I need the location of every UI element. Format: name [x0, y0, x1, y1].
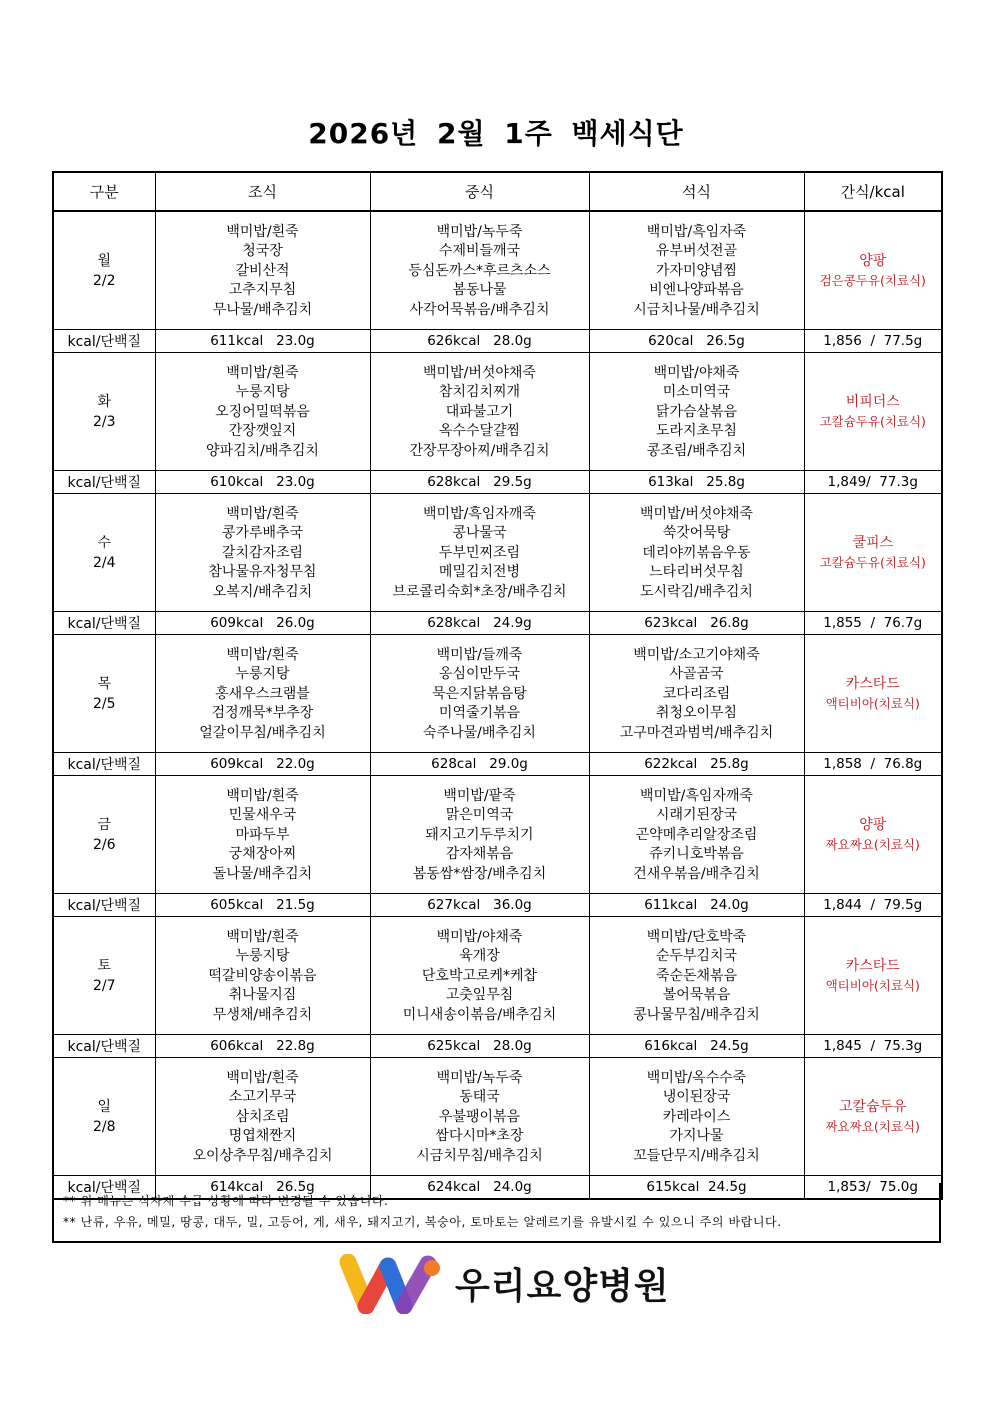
menu-item: 유부버섯전골: [655, 243, 738, 260]
kcal-text: 1,849/ 77.3g: [827, 474, 918, 490]
menu-item: 백미밥/팥죽: [443, 787, 516, 804]
header-lunch: 중식: [370, 172, 589, 211]
menu-item: 카레라이스: [662, 1108, 731, 1125]
kcal-protein-value: [155, 1035, 370, 1058]
snack-cell: [804, 494, 942, 612]
day-date: 2/2: [92, 272, 116, 289]
menu-item: 홍새우스크램블: [215, 685, 310, 702]
total-kcal-protein: [804, 330, 942, 353]
menu-item: 쥬키니호박볶음: [649, 846, 744, 863]
page-title: 2026년 2월 1주 백세식단: [308, 117, 684, 150]
menu-item: 미니새송이볶음/배추김치: [402, 1006, 557, 1023]
menu-item: 갈치감자조림: [221, 544, 304, 561]
day-date: 2/6: [92, 836, 116, 853]
kcal-text: 1,858 / 76.8g: [823, 756, 923, 772]
kcal-protein-value: [370, 612, 589, 635]
menu-item: 고구마견과범벅/배추김치: [619, 724, 774, 741]
menu-item: 돌나물/배추김치: [212, 865, 313, 882]
day-of-week: 화: [97, 393, 112, 410]
kcal-protein-value: [589, 330, 804, 353]
kcal-protein-value: [155, 612, 370, 635]
menu-item: 냉이된장국: [662, 1089, 731, 1106]
kcal-text: 605kcal 21.5g: [210, 897, 315, 913]
day-of-week: 월: [97, 252, 112, 269]
dinner-cell: [589, 917, 804, 1035]
kcal-text: 616kcal 24.5g: [644, 1038, 749, 1054]
snack-therapy-item: 액티비아(치료식): [825, 696, 920, 711]
dinner-cell: [589, 353, 804, 471]
kcal-label: kcal/단백질: [53, 753, 155, 776]
menu-item: 건새우볶음/배추김치: [633, 865, 760, 882]
menu-item: 백미밥/흑임자깨죽: [423, 505, 536, 522]
kcal-text: 628kcal 29.5g: [427, 474, 532, 490]
menu-item: 봄동쌈*쌈장/배추김치: [412, 865, 547, 882]
kcal-text: 611kcal 24.0g: [644, 897, 749, 913]
lunch-cell: [370, 494, 589, 612]
day-date: 2/8: [92, 1118, 116, 1135]
kcal-protein-value: [155, 330, 370, 353]
day-of-week: 목: [97, 675, 112, 692]
kcal-text: 614kcal 26.5g: [210, 1179, 315, 1195]
kcal-protein-value: [589, 1035, 804, 1058]
kcal-text: 625kcal 28.0g: [427, 1038, 532, 1054]
menu-item: 도라지초무침: [655, 423, 738, 440]
kcal-label: kcal/단백질: [53, 612, 155, 635]
snack-item: 고칼슘두유: [838, 1099, 907, 1115]
menu-item: 미역줄기볶음: [438, 705, 521, 722]
snack-therapy-item: 짜요짜요(치료식): [825, 1119, 920, 1134]
day-of-week: 수: [97, 534, 112, 551]
day-date: 2/4: [92, 554, 116, 571]
menu-item: 사각어묵볶음/배추김치: [409, 301, 550, 318]
menu-item: 백미밥/흰죽: [226, 505, 299, 522]
total-kcal-protein: [804, 471, 942, 494]
kcal-protein-value: [370, 753, 589, 776]
total-kcal-protein: [804, 894, 942, 917]
menu-item: 등심돈까스*후르츠소스: [408, 262, 551, 279]
dinner-cell: [589, 635, 804, 753]
kcal-text: 1,856 / 77.5g: [823, 333, 923, 349]
menu-item: 쑥갓어묵탕: [662, 525, 731, 542]
snack-therapy-item: 고칼슘두유(치료식): [819, 414, 926, 429]
snack-item: 비피더스: [845, 394, 900, 410]
menu-item: 무생채/배추김치: [212, 1006, 313, 1023]
snack-item: 카스타드: [845, 676, 900, 692]
menu-item: 소고기무국: [228, 1089, 297, 1106]
menu-row: [53, 353, 942, 471]
menu-item: 떡갈비양송이볶음: [208, 967, 317, 984]
menu-item: 취청오이무침: [655, 705, 738, 722]
menu-item: 백미밥/야채죽: [436, 928, 523, 945]
menu-item: 느타리버섯무침: [649, 564, 744, 581]
menu-item: 백미밥/녹두죽: [436, 1069, 523, 1086]
kcal-text: 628kcal 24.9g: [427, 615, 532, 631]
kcal-protein-value: [589, 753, 804, 776]
kcal-row: [53, 1035, 942, 1058]
kcal-text: 609kcal 22.0g: [210, 756, 315, 772]
menu-item: 백미밥/흰죽: [226, 364, 299, 381]
breakfast-cell: [155, 353, 370, 471]
menu-item: 쌈다시마*초장: [435, 1128, 524, 1145]
menu-item: 숙주나물/배추김치: [423, 724, 536, 741]
dinner-cell: [589, 776, 804, 894]
menu-item: 마파두부: [235, 826, 290, 843]
menu-item: 참치김치찌개: [438, 384, 521, 401]
menu-item: 미소미역국: [662, 384, 731, 401]
menu-item: 삼치조림: [235, 1108, 290, 1125]
menu-item: 코다리조림: [662, 685, 731, 702]
menu-item: 백미밥/녹두죽: [436, 223, 523, 240]
menu-item: 간장깻잎지: [228, 423, 297, 440]
menu-row: [53, 1058, 942, 1176]
kcal-label: kcal/단백질: [53, 894, 155, 917]
kcal-row: [53, 330, 942, 353]
kcal-protein-value: [589, 612, 804, 635]
kcal-protein-value: [155, 471, 370, 494]
kcal-protein-value: [370, 894, 589, 917]
day-of-week: 토: [97, 957, 112, 974]
menu-item: 육개장: [459, 948, 500, 965]
day-of-week: 일: [97, 1098, 112, 1115]
day-date: 2/5: [92, 695, 116, 712]
snack-cell: [804, 1058, 942, 1176]
day-date: 2/3: [92, 413, 116, 430]
menu-row: [53, 211, 942, 330]
menu-item: 취나물지짐: [228, 987, 297, 1004]
day-cell: [53, 917, 155, 1035]
snack-cell: [804, 211, 942, 330]
menu-item: 오이상추무침/배추김치: [192, 1147, 333, 1164]
breakfast-cell: [155, 494, 370, 612]
kcal-text: 609kcal 26.0g: [210, 615, 315, 631]
day-cell: [53, 1058, 155, 1176]
lunch-cell: [370, 917, 589, 1035]
header-breakfast: 조식: [155, 172, 370, 211]
menu-item: 양파김치/배추김치: [206, 442, 319, 459]
menu-row: [53, 917, 942, 1035]
menu-row: [53, 635, 942, 753]
menu-item: 궁채장아찌: [228, 846, 297, 863]
kcal-text: 620cal 26.5g: [648, 333, 745, 349]
kcal-row: [53, 753, 942, 776]
menu-item: 가자미양념찜: [655, 262, 738, 279]
menu-item: 백미밥/단호박죽: [646, 928, 747, 945]
snack-cell: [804, 353, 942, 471]
kcal-label: kcal/단백질: [53, 1176, 155, 1200]
header-category: 구분: [53, 172, 155, 211]
dinner-cell: [589, 1058, 804, 1176]
breakfast-cell: [155, 211, 370, 330]
menu-item: 시래기된장국: [655, 807, 738, 824]
note-line: ** 위 메뉴는 식자재 수급 상황에 따라 변경될 수 있습니다.: [63, 1194, 389, 1208]
menu-item: 돼지고기두루치기: [425, 826, 534, 843]
menu-item: 죽순돈채볶음: [655, 967, 738, 984]
snack-cell: [804, 776, 942, 894]
header-row: [53, 172, 942, 211]
menu-item: 무나물/배추김치: [212, 301, 313, 318]
menu-item: 백미밥/들깨죽: [436, 646, 523, 663]
snack-item: 양팡: [859, 817, 887, 833]
kcal-text: 606kcal 22.8g: [210, 1038, 315, 1054]
menu-item: 콩가루배추국: [221, 525, 304, 542]
kcal-protein-value: [370, 1035, 589, 1058]
snack-therapy-item: 짜요짜요(치료식): [825, 837, 920, 852]
menu-item: 시금치무침/배추김치: [416, 1147, 543, 1164]
menu-item: 도시락김/배추김치: [640, 583, 753, 600]
menu-item: 백미밥/소고기야채죽: [633, 646, 760, 663]
kcal-row: [53, 612, 942, 635]
weekly-menu-table: [52, 171, 943, 1200]
menu-item: 백미밥/버섯야채죽: [423, 364, 536, 381]
menu-item: 갈비산적: [235, 262, 290, 279]
logo-w-mark-icon: [348, 1260, 440, 1306]
menu-item: 꼬들단무지/배추김치: [633, 1147, 760, 1164]
menu-item: 참나물유자청무침: [208, 564, 317, 581]
menu-item: 비엔나양파볶음: [649, 282, 744, 299]
kcal-row: [53, 471, 942, 494]
day-date: 2/7: [92, 977, 116, 994]
kcal-protein-value: [155, 894, 370, 917]
menu-row: [53, 776, 942, 894]
snack-cell: [804, 635, 942, 753]
header-snack: 간식/kcal: [804, 172, 942, 211]
menu-item: 민물새우국: [228, 807, 297, 824]
menu-item: 브로콜리숙회*초장/배추김치: [392, 583, 567, 600]
menu-item: 볼어묵볶음: [662, 987, 731, 1004]
menu-item: 백미밥/야채죽: [653, 364, 740, 381]
notes-box: [52, 1183, 941, 1243]
menu-item: 콩나물국: [452, 525, 507, 542]
menu-item: 오복지/배추김치: [212, 583, 313, 600]
kcal-protein-value: [155, 753, 370, 776]
kcal-row: [53, 894, 942, 917]
kcal-label: kcal/단백질: [53, 1035, 155, 1058]
day-of-week: 금: [97, 816, 112, 833]
snack-item: 양팡: [859, 253, 887, 269]
kcal-protein-value: [589, 894, 804, 917]
menu-item: 묵은지닭볶음탕: [432, 685, 527, 702]
lunch-cell: [370, 353, 589, 471]
kcal-text: 628cal 29.0g: [431, 756, 528, 772]
dinner-cell: [589, 211, 804, 330]
kcal-text: 623kcal 26.8g: [644, 615, 749, 631]
day-cell: [53, 211, 155, 330]
menu-item: 순두부김치국: [655, 948, 738, 965]
kcal-text: 1,844 / 79.5g: [823, 897, 923, 913]
menu-item: 고추지무침: [228, 282, 297, 299]
menu-item: 감자채볶음: [445, 846, 514, 863]
menu-item: 수제비들깨국: [438, 243, 521, 260]
menu-item: 백미밥/흰죽: [226, 646, 299, 663]
snack-therapy-item: 고칼슘두유(치료식): [819, 555, 926, 570]
menu-item: 백미밥/흑임자죽: [646, 223, 747, 240]
menu-item: 메밀김치전병: [438, 564, 521, 581]
total-kcal-protein: [804, 612, 942, 635]
menu-item: 콩조림/배추김치: [646, 442, 747, 459]
kcal-label: kcal/단백질: [53, 471, 155, 494]
menu-item: 봄동나물: [452, 282, 507, 299]
kcal-text: 1,853/ 75.0g: [827, 1179, 918, 1195]
header-dinner: 석식: [589, 172, 804, 211]
kcal-text: 610kcal 23.0g: [210, 474, 315, 490]
snack-item: 쿨피스: [852, 535, 894, 551]
menu-body: [53, 211, 942, 1199]
menu-item: 얼갈이무침/배추김치: [199, 724, 326, 741]
lunch-cell: [370, 211, 589, 330]
menu-item: 오징어밀떡볶음: [215, 403, 310, 420]
menu-row: [53, 494, 942, 612]
menu-item: 두부민찌조림: [438, 544, 521, 561]
menu-item: 맑은미역국: [445, 807, 514, 824]
kcal-protein-value: [370, 330, 589, 353]
menu-item: 옥수수달걀찜: [438, 423, 521, 440]
menu-item: 우불팽이볶음: [438, 1108, 521, 1125]
kcal-text: 615kcal 24.5g: [646, 1179, 747, 1195]
kcal-protein-value: [370, 471, 589, 494]
kcal-text: 1,845 / 75.3g: [823, 1038, 923, 1054]
kcal-text: 613kal 25.8g: [648, 474, 745, 490]
breakfast-cell: [155, 776, 370, 894]
dinner-cell: [589, 494, 804, 612]
day-cell: [53, 776, 155, 894]
menu-item: 누룽지탕: [235, 666, 290, 683]
kcal-text: 627kcal 36.0g: [427, 897, 532, 913]
kcal-text: 611kcal 23.0g: [210, 333, 315, 349]
menu-item: 닭가슴살볶음: [655, 403, 738, 420]
day-cell: [53, 353, 155, 471]
menu-item: 시금치나물/배추김치: [633, 301, 760, 318]
day-cell: [53, 494, 155, 612]
menu-item: 명엽채짠지: [228, 1128, 297, 1145]
menu-item: 백미밥/버섯야채죽: [640, 505, 753, 522]
menu-item: 데리야끼볶음우동: [642, 544, 751, 561]
breakfast-cell: [155, 917, 370, 1035]
kcal-text: 622kcal 25.8g: [644, 756, 749, 772]
snack-item: 카스타드: [845, 958, 900, 974]
menu-item: 청국장: [242, 243, 283, 260]
menu-item: 곤약메추리알장조림: [635, 826, 758, 843]
menu-item: 누룽지탕: [235, 384, 290, 401]
menu-item: 간장무장아찌/배추김치: [409, 442, 550, 459]
kcal-label: kcal/단백질: [53, 330, 155, 353]
kcal-text: 626kcal 28.0g: [427, 333, 532, 349]
menu-item: 백미밥/흑임자깨죽: [640, 787, 753, 804]
menu-item: 백미밥/흰죽: [226, 1069, 299, 1086]
snack-cell: [804, 917, 942, 1035]
snack-therapy-item: 검은콩두유(치료식): [819, 273, 926, 288]
menu-item: 백미밥/옥수수죽: [646, 1069, 747, 1086]
breakfast-cell: [155, 1058, 370, 1176]
menu-item: 누룽지탕: [235, 948, 290, 965]
menu-item: 가지나물: [669, 1128, 724, 1145]
menu-item: 동태국: [459, 1089, 500, 1106]
menu-item: 콩나물무침/배추김치: [633, 1006, 760, 1023]
menu-item: 옹심이만두국: [438, 666, 521, 683]
menu-item: 백미밥/흰죽: [226, 223, 299, 240]
day-cell: [53, 635, 155, 753]
menu-item: 사골곰국: [669, 666, 724, 683]
menu-item: 백미밥/흰죽: [226, 928, 299, 945]
kcal-text: 1,855 / 76.7g: [823, 615, 923, 631]
hospital-name: 우리요양병원: [455, 1266, 670, 1307]
menu-item: 단호박고로케*케찹: [421, 967, 538, 984]
total-kcal-protein: [804, 1035, 942, 1058]
snack-therapy-item: 액티비아(치료식): [825, 978, 920, 993]
kcal-protein-value: [589, 471, 804, 494]
menu-item: 백미밥/흰죽: [226, 787, 299, 804]
logo-dot: [424, 1260, 440, 1276]
breakfast-cell: [155, 635, 370, 753]
note-line: ** 난류, 우유, 메밀, 땅콩, 대두, 밀, 고등어, 게, 새우, 돼지고기, 복숭아, 토마토는 알레르기를 유발시킬 수 있으니 주의 바랍니다.: [63, 1215, 782, 1229]
lunch-cell: [370, 635, 589, 753]
menu-item: 대파불고기: [445, 403, 514, 420]
lunch-cell: [370, 776, 589, 894]
menu-item: 검정깨묵*부추장: [211, 705, 314, 722]
lunch-cell: [370, 1058, 589, 1176]
menu-item: 고춧잎무침: [445, 987, 514, 1004]
total-kcal-protein: [804, 753, 942, 776]
kcal-text: 624kcal 24.0g: [427, 1179, 532, 1195]
